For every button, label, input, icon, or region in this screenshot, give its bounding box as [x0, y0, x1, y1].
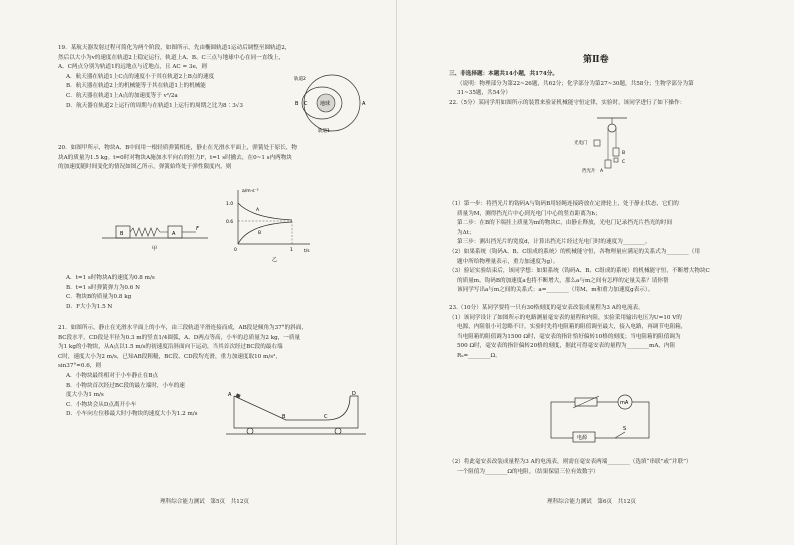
track-profile: [234, 396, 350, 420]
orbit-point-c: C: [304, 101, 308, 107]
block-b-label: B: [120, 231, 124, 237]
spring: [130, 228, 168, 236]
acceleration-graph: [226, 184, 316, 264]
fig-jia-label: 甲: [152, 246, 158, 252]
graph-x-tick: 0: [234, 248, 237, 253]
switch-label: S: [623, 426, 627, 432]
q22-step-line: （1）第一步：将挡光片的钩码A与钩码B用轻绳连接跨放在定滑轮上，处于静止状态，它们的: [449, 201, 679, 207]
q19-stem-line: A、C两点分别为轨道1的远地点与近地点，且 AC = 3e，则: [58, 64, 207, 71]
q20-option-b: B．t=1 s时弹簧弹力为0.6 N: [66, 284, 140, 291]
orbit2-label: 轨道2: [294, 77, 306, 82]
weight-b: [613, 148, 619, 156]
curve-a-label: A: [256, 208, 260, 213]
question-23-part2: [449, 458, 692, 477]
fig-yi-label: 乙: [272, 257, 278, 263]
weight-a: [605, 160, 611, 168]
graph-x-tick: 1: [290, 248, 293, 253]
q20-stem-line: 20．如图甲所示，物块A、B中间用一根轻质弹簧相连，静止在光滑水平面上，弹簧处于原长，物: [58, 145, 298, 151]
q21-option-a: A．小物块最终相对于小车静止在B点: [66, 372, 159, 379]
track-point-d: D: [352, 391, 356, 397]
circuit-diagram: [545, 394, 655, 446]
q21-option-b-cont: 度大小为1 m/s: [66, 392, 104, 399]
q23-line: （1）该同学设计了如图所示的电路测量毫安表的量程和内阻，实验采用输出电压为U=10 V的: [449, 314, 682, 321]
q21-stem-line: C时，速度大小为2 m/s，已知AB段粗糙，BC段、CD段均光滑，重力加速度取10 m/s²，: [58, 353, 281, 360]
q20-options: [58, 274, 155, 312]
q19-option-a: A．航天器在轨道1上C点的速度小于其在轨道2上B点的速度: [66, 73, 215, 80]
q20-option-d: D．F大小为1.5 N: [66, 303, 113, 310]
q23-line: R₉=________Ω。: [457, 352, 501, 359]
orbit1-label: 轨道1: [318, 129, 330, 134]
q22-step-line: 为Δt；: [457, 229, 475, 236]
q22-step-line: 该同学写出a与m之间的关系式：a=________（用M、m和重力加速度g表示）。: [457, 287, 654, 294]
q21-option-c: C．小物块会从D点离开小车: [66, 401, 137, 408]
graph-x-label: t/s: [304, 249, 310, 254]
q23-line: 500 Ω时，毫安表的指针偏转20格的刻度，据此可得毫安表的量程为________mA，内阻: [457, 343, 676, 350]
track-point-b: B: [282, 414, 286, 420]
photogate-label: 光电门: [574, 141, 588, 146]
page-footer-left: 理科综合能力测试 第5页 共12页: [160, 499, 249, 505]
source-label: 电源: [577, 435, 588, 441]
q23-line: 当电阻箱的阻值调为1500 Ω时，毫安表的指针恰好偏转10格的刻度；当电阻箱的阻值调为: [457, 333, 681, 340]
q20-stem-line: 的加速度随时间变化的情况如图乙所示，弹簧始终处于弹性限度内，则: [58, 164, 232, 171]
q22-step-line: （2）如果系统（钩码A、B、C组成的系统）的机械能守恒，各物理量应满足的关系式为________（用: [449, 248, 700, 255]
curve-b: [238, 222, 292, 244]
force-label: F: [196, 226, 199, 232]
question-20: [58, 144, 297, 173]
track-point-a: A: [228, 392, 232, 398]
block-a-label: A: [172, 231, 176, 237]
cart-track-figure: [226, 388, 366, 440]
weight-c-label: C: [622, 160, 626, 165]
orbit-point-a: A: [362, 101, 366, 107]
q23-line: 电源，内阻很小可忽略不计，实验时先将电阻箱的阻值调至最大，接入电路，再调节电阻箱，: [457, 324, 687, 331]
q23-line: （2）将此毫安表改装成量程为3 A的电流表，则需在毫安表两端________（选填“串联”或“并联”）: [449, 459, 692, 465]
photogate: [594, 140, 600, 146]
shutter-label: 挡光片: [582, 169, 596, 174]
q19-option-b: B．航天器在轨道2上的机械能等于其在轨道1上的机械能: [66, 83, 206, 90]
curve-b-label: B: [258, 231, 262, 236]
small-block: [235, 393, 240, 398]
question-23: [449, 304, 686, 362]
q19-stem-line: 19．某航天器发射过程可简化为两个阶段，如图所示，先由椭圆轨道1运动后调整至圆轨道2，: [58, 45, 291, 51]
q23-line: 一个阻值为________Ω的电阻。（结果保留三位有效数字）: [457, 468, 599, 475]
q20-option-a: A．t=1 s时物块A的速度为0.8 m/s: [66, 275, 155, 281]
curve-a: [238, 203, 292, 220]
pulley: [608, 124, 616, 132]
question-22-steps: [449, 200, 710, 296]
q22-step-line: 的质量m，钩码B的加速度a也将不断增大，那么a与m之间有怎样的定量关系？请你帮: [457, 277, 669, 284]
q19-option-c: C．航天器在轨道1上A点的加速度等于 v²/2a: [66, 92, 178, 99]
intro-line: 三、非选择题：本题共14小题，共174分。: [449, 71, 558, 77]
q21-stem-line: 为1 kg的小物块，从A点以1.5 m/s的初速度沿斜面向下运动，当其首次经过BC段的最右端: [58, 344, 283, 351]
q21-stem-line: BC段水平，CD段是半径为0.3 m的竖直1/4圆弧，A、D两点等高，小车的总质量为2 kg，一质量: [58, 334, 301, 341]
q19-stem-line: 然后以大小为v的速度在轨道2上稳定运行，轨道上A、B、C三点与地球中心在同一直线上，: [58, 54, 285, 61]
page-footer-right: 理科综合能力测试 第6页 共12页: [547, 499, 636, 505]
q22-step-line: 第三步：测出挡光片的宽度d，计算出挡光片经过光电门时的速度为________。: [457, 239, 651, 246]
meter-label: mA: [620, 400, 629, 406]
graph-y-label: a/m·s⁻²: [242, 189, 259, 194]
weight-b-label: B: [622, 151, 626, 156]
wheel: [335, 428, 341, 434]
pulley-apparatus-figure: [572, 114, 652, 194]
intro-line: 31~35题，共54分）: [457, 90, 512, 97]
q23-line: 23.（10分）某同学要将一只有30格刻度的毫安表改装成量程为3 A的电流表。: [449, 305, 644, 311]
weight-c: [614, 158, 618, 162]
q21-stem-line: sin37°=0.6，则: [58, 363, 101, 370]
q22-step-line: 题中所给物理量表示，重力加速度为g）。: [457, 258, 559, 265]
q21-option-d: D．小车向左位移最大时小物块的速度大小为1.2 m/s: [66, 411, 198, 418]
graph-y-tick: 0.6: [226, 220, 234, 225]
spring-blocks-figure: [100, 216, 210, 254]
weight-a-label: A: [600, 169, 604, 174]
wheel: [247, 428, 253, 434]
orbit-point-b: B: [295, 101, 299, 107]
section-title: 第Ⅱ卷: [583, 55, 609, 65]
intro-line: （说明：物理部分为第22~26题，共62分；化学部分为第27~30题，共58分；生物学部分为第: [457, 80, 694, 87]
question-19: [58, 44, 290, 111]
q22-stem: 22.（5分）某同学用如图所示的装置来验证机械能守恒定律，实验时，该同学进行了如下操作：: [449, 99, 686, 106]
orbit-diagram: [292, 72, 367, 134]
q22-step-line: 质量为M，测得挡光片中心到光电门中心的竖直距离为h；: [457, 210, 601, 217]
q20-option-c: C．物块B的质量为0.8 kg: [66, 294, 132, 301]
track-point-c: C: [324, 414, 328, 420]
switch: [615, 432, 625, 438]
earth-label: 地球: [320, 101, 331, 107]
q22-step-line: 第二步：在B的下端挂上质量为m的物块C，由静止释放，光电门记录挡光片挡光的时间: [457, 220, 673, 227]
q21-option-b: B．小物块首次经过BC段的最左端时，小车的速: [66, 382, 185, 389]
q21-stem-line: 21．如图所示，静止在光滑水平面上的小车，由三段轨道平滑连接而成，AB段是倾角为37°的斜面，: [58, 325, 307, 331]
q22-step-line: （3）验证实验结束后，该同学想：如果系统（钩码A、B、C组成的系统）的机械能守恒，不断增大物块C: [449, 268, 710, 275]
graph-y-tick: 1.0: [226, 202, 234, 207]
q19-option-d: D．航天器在轨道2上运行的周期与在轨道1上运行的周期之比为8∶3√3: [66, 102, 243, 109]
section-intro: [449, 70, 694, 108]
q20-stem-line: 块A的质量为1.5 kg。t=0时对物块A施加水平向右的恒力F，t=1 s时撤去，在0~1 s内两物块: [58, 154, 292, 161]
right-page: [397, 0, 794, 545]
